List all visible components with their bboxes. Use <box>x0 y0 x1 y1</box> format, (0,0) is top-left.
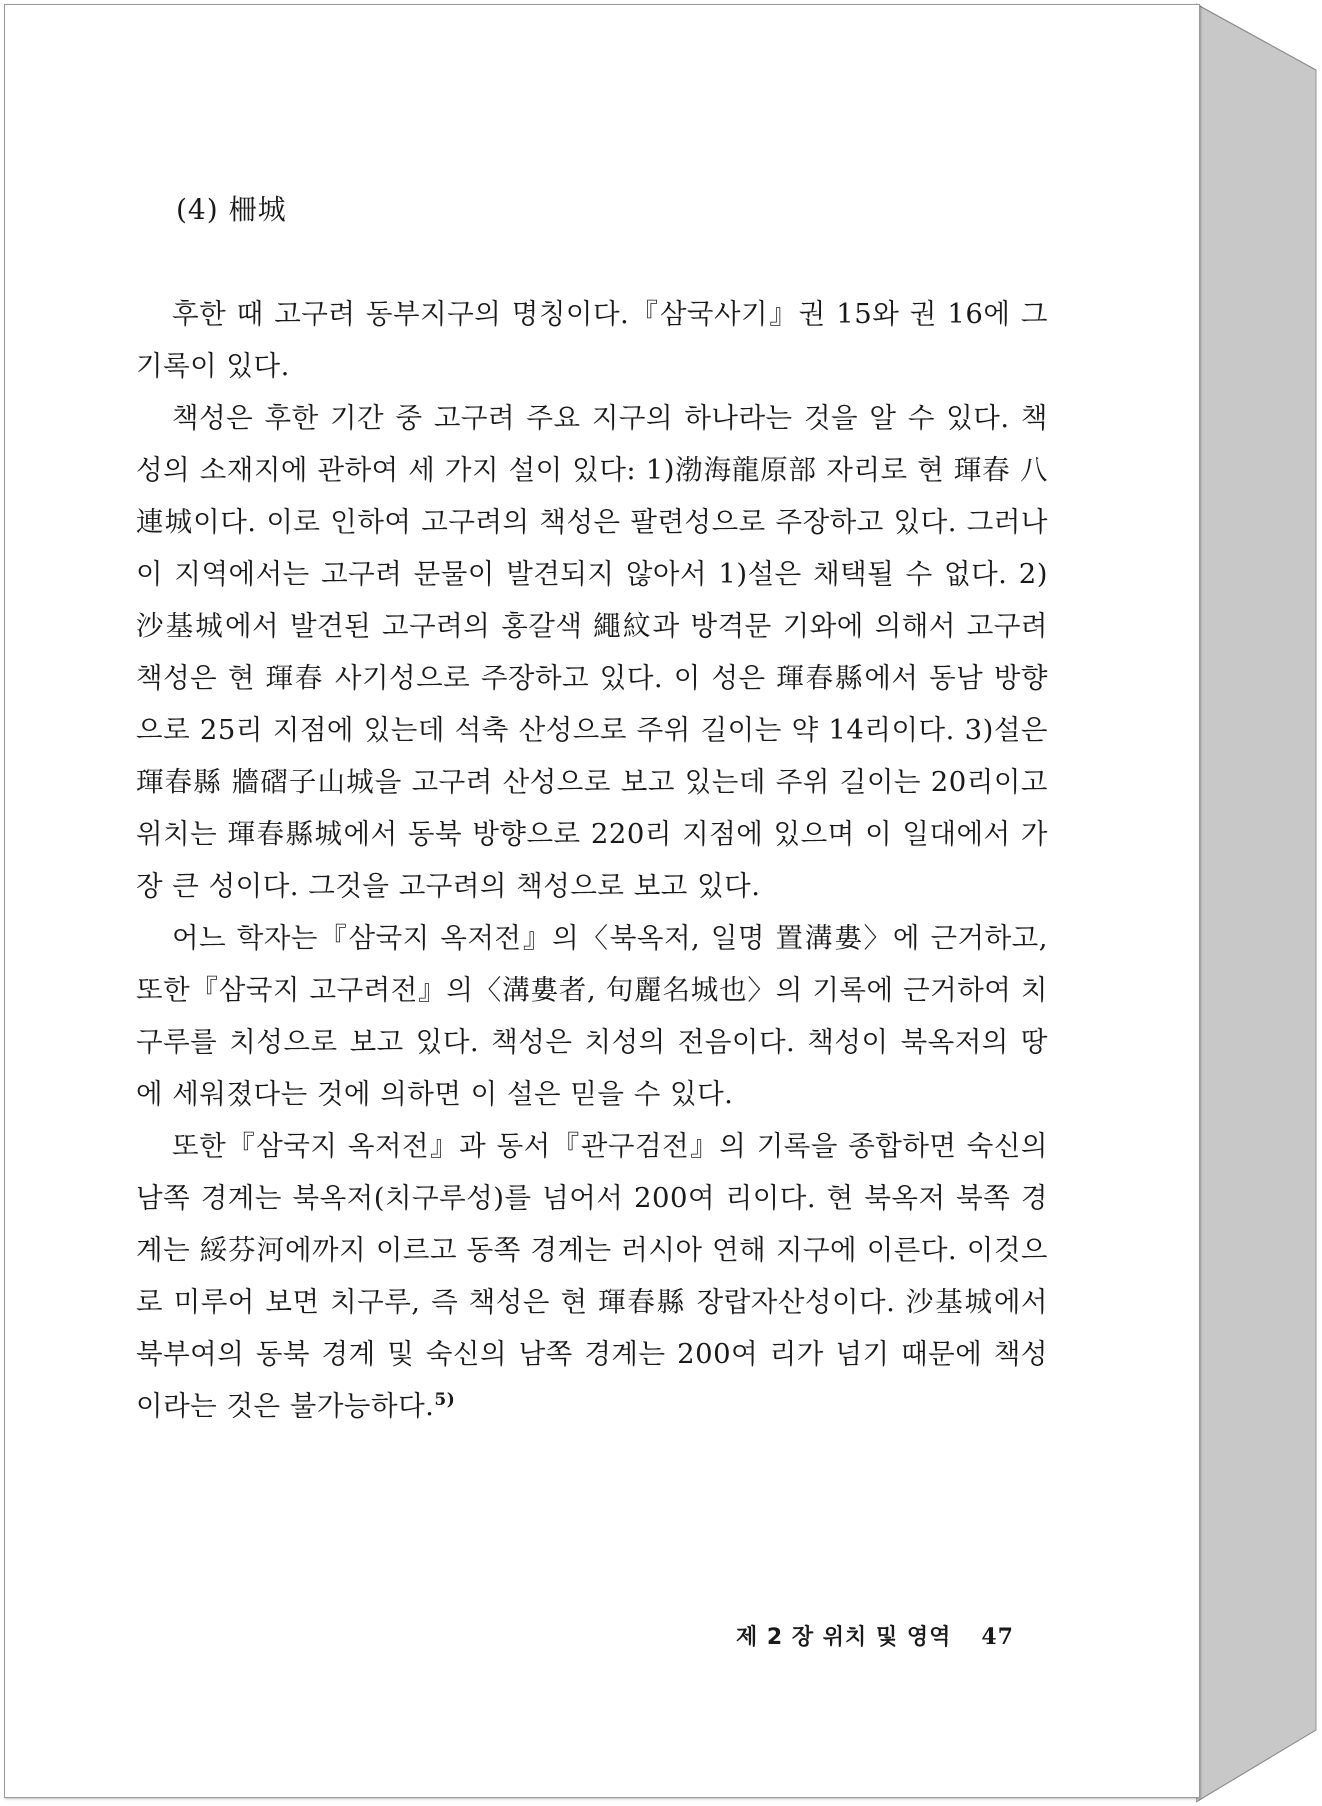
chapter-title: 제 2 장 위치 및 영역 <box>736 1625 952 1650</box>
page-footer <box>736 1620 1014 1651</box>
paragraph-3 <box>136 912 1048 1120</box>
paragraph-1 <box>136 288 1048 392</box>
paragraph-text: 책성은 후한 기간 중 고구려 주요 지구의 하나라는 것을 알 수 있다. 책성의 소재지에 관하여 세 가지 설이 있다: 1)渤海龍原部 자리로 현 琿春 八連城이다. 이로 인하여 고구려의 책성은 팔련성으로 주장하고 있다. 그러나 이 지역에서는 고구려 문물이 발견되지 않아서 1)설은 채택될 수 없다. 2)沙基城에서 발견된 고구려의 홍갈색 繩紋과 방격문 기와에 의해서 고구려 책성은 현 琿春 사기성으로 주장하고 있다. 이 성은 琿春縣에서 동남 방향으로 25리 지점에 있는데 석축 산성으로 주위 길이는 약 14리이다. 3)설은 琿春縣 牆磖子山城을 고구려 산성으로 보고 있는데 주위 길이는 20리이고 위치는 琿春縣城에서 동북 방향으로 220리 지점에 있으며 이 일대에서 가장 큰 성이다. 그것을 고구려의 책성으로 보고 있다. <box>136 402 1048 902</box>
paragraph-2 <box>136 392 1048 912</box>
footnote-reference[interactable]: 5) <box>434 1389 456 1410</box>
page-content <box>136 190 1048 1432</box>
paragraph-4 <box>136 1120 1048 1432</box>
book-side-shape <box>1196 0 1322 1806</box>
page-number: 47 <box>981 1624 1014 1650</box>
book-thickness-side <box>1196 0 1322 1806</box>
paragraph-text: 후한 때 고구려 동부지구의 명칭이다.『삼국사기』권 15와 권 16에 그 기록이 있다. <box>136 298 1048 382</box>
section-heading: (4) 柵城 <box>176 193 287 226</box>
paragraph-text: 또한『삼국지 옥저전』과 동서『관구검전』의 기록을 종합하면 숙신의 남쪽 경계는 북옥저(치구루성)를 넘어서 200여 리이다. 현 북옥저 북쪽 경계는 綏芬河에까지 이르고 동쪽 경계는 러시아 연해 지구에 이른다. 이것으로 미루어 보면 치구루, 즉 책성은 현 琿春縣 장랍자산성이다. 沙基城에서 북부여의 동북 경계 및 숙신의 남쪽 경계는 200여 리가 넘기 때문에 책성이라는 것은 불가능하다. <box>136 1130 1048 1422</box>
paragraph-text: 어느 학자는『삼국지 옥저전』의〈북옥저, 일명 置溝婁〉에 근거하고, 또한『삼국지 고구려전』의〈溝婁者, 句麗名城也〉의 기록에 근거하여 치구루를 치성으로 보고 있다. 책성은 치성의 전음이다. 책성이 북옥저의 땅에 세워졌다는 것에 의하면 이 설은 믿을 수 있다. <box>136 922 1048 1110</box>
